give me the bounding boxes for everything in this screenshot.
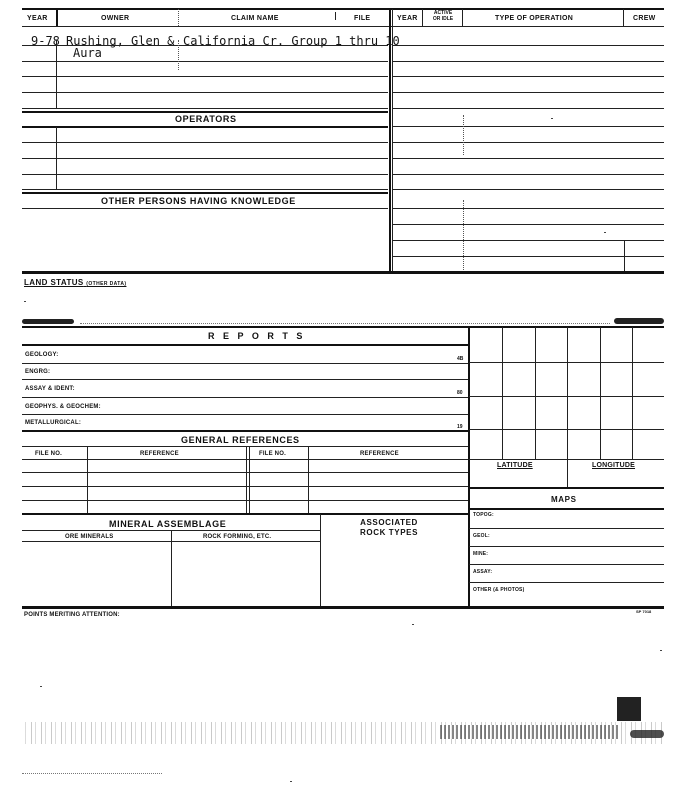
- center-divider: [389, 9, 391, 272]
- grid-col: [632, 327, 633, 459]
- grid-col: [567, 327, 568, 487]
- points-meriting-attention: POINTS MERITING ATTENTION:: [24, 612, 120, 618]
- right-col-divider: [463, 115, 464, 155]
- right-row-rule: [393, 174, 664, 175]
- mineral-assemblage-heading: MINERAL ASSEMBLAGE: [109, 519, 227, 529]
- right-col-divider: [624, 240, 625, 272]
- maps-heading-rule: [469, 508, 664, 510]
- report-row-rule: [22, 363, 468, 364]
- scan-speck: [40, 686, 42, 687]
- header-file: FILE: [354, 15, 371, 22]
- right-panel-divider: [468, 327, 470, 607]
- general-ref-col: [249, 447, 250, 513]
- right-col-divider: [463, 200, 464, 270]
- grid-row: [469, 362, 664, 363]
- report-geophys: GEOPHYS. & GEOCHEM:: [25, 404, 101, 410]
- general-ref-reference-1: REFERENCE: [140, 451, 179, 457]
- coords-bottom-rule: [469, 487, 664, 489]
- right-row-rule: [393, 45, 664, 46]
- general-ref-rule: [22, 459, 468, 460]
- scan-smudge: [22, 319, 74, 324]
- report-row-rule: [22, 414, 468, 415]
- header-divider: [623, 9, 624, 26]
- entry-claim-name: California Cr. Group 1 thru 10: [183, 34, 400, 48]
- scan-noise-dark: [440, 725, 620, 739]
- general-ref-rule: [22, 446, 468, 447]
- header-crew: CREW: [633, 15, 656, 22]
- general-ref-rule: [22, 486, 468, 487]
- row-rule: [22, 45, 388, 46]
- other-persons-top-rule: [22, 192, 388, 194]
- header-divider: [462, 9, 463, 26]
- maps-assay: ASSAY:: [473, 569, 493, 575]
- header-active-idle: ACTIVE OR IDLE: [432, 10, 454, 22]
- grid-row: [469, 429, 664, 430]
- entry-owner-line2: Aura: [73, 46, 102, 60]
- maps-geol: GEOL:: [473, 533, 490, 539]
- report-engrg: ENGRG:: [25, 369, 51, 375]
- report-num-assay: 80: [457, 390, 463, 396]
- reports-bottom-rule: [22, 430, 468, 432]
- header-bottom-rule: [22, 26, 664, 27]
- reports-top-dotted: [80, 323, 610, 324]
- reports-heading: R E P O R T S: [208, 331, 306, 341]
- operators-bottom-rule: [22, 126, 388, 128]
- scan-speck: [604, 232, 606, 233]
- operators-col-divider: [56, 127, 57, 189]
- top-border: [22, 8, 664, 10]
- upper-section-bottom-rule: [22, 271, 664, 274]
- lower-section-bottom-rule: [22, 606, 664, 609]
- land-status-heading: LAND STATUS (OTHER DATA): [24, 278, 127, 287]
- latitude-label: LATITUDE: [497, 462, 533, 469]
- header-divider: [422, 9, 423, 26]
- right-row-rule: [393, 189, 664, 190]
- other-persons-heading: OTHER PERSONS HAVING KNOWLEDGE: [101, 196, 296, 206]
- mineral-col: [320, 514, 321, 607]
- right-row-rule: [393, 126, 664, 127]
- grid-col: [502, 327, 503, 459]
- scan-artifact-block: [617, 697, 641, 721]
- rock-forming-label: ROCK FORMING, ETC.: [203, 534, 272, 540]
- header-year-right: YEAR: [397, 15, 418, 22]
- report-num-geology: 4B: [457, 356, 464, 362]
- maps-topog: TOPOG:: [473, 512, 494, 518]
- maps-row-rule: [469, 528, 664, 529]
- maps-row-rule: [469, 582, 664, 583]
- maps-row-rule: [469, 546, 664, 547]
- general-references-heading: GENERAL REFERENCES: [181, 435, 300, 445]
- report-row-rule: [22, 397, 468, 398]
- row-rule: [22, 76, 388, 77]
- mineral-col: [171, 530, 172, 607]
- right-row-rule: [393, 76, 664, 77]
- general-ref-rule: [22, 472, 468, 473]
- right-row-rule: [393, 108, 664, 109]
- general-ref-col: [246, 447, 247, 513]
- general-ref-col: [87, 447, 88, 513]
- grid-col: [535, 327, 536, 459]
- row-rule: [22, 92, 388, 93]
- grid-row: [469, 396, 664, 397]
- scan-smudge: [630, 730, 664, 738]
- longitude-label: LONGITUDE: [592, 462, 636, 469]
- form-code: SP 7018: [636, 609, 652, 614]
- right-row-rule: [393, 92, 664, 93]
- report-metallurgical: METALLURGICAL:: [25, 420, 82, 426]
- general-ref-bottom-rule: [22, 513, 468, 515]
- report-num-metallurgical: 19: [457, 424, 463, 430]
- maps-other: OTHER (& PHOTOS): [473, 587, 525, 593]
- right-row-rule: [393, 208, 664, 209]
- row-rule: [22, 189, 388, 190]
- header-divider: [335, 12, 336, 20]
- associated-rock-types-heading: ASSOCIATED ROCK TYPES: [360, 518, 419, 537]
- ore-minerals-label: ORE MINERALS: [65, 534, 114, 540]
- header-divider: [56, 9, 58, 26]
- general-ref-reference-2: REFERENCE: [360, 451, 399, 457]
- scan-speck: [290, 781, 292, 782]
- row-rule: [22, 142, 388, 143]
- right-row-rule: [393, 61, 664, 62]
- general-ref-col: [308, 447, 309, 513]
- header-year: YEAR: [27, 15, 48, 22]
- right-row-rule: [393, 142, 664, 143]
- header-owner: OWNER: [101, 15, 130, 22]
- operators-heading: OPERATORS: [175, 114, 237, 124]
- maps-row-rule: [469, 564, 664, 565]
- scan-speck: [660, 650, 662, 651]
- row-rule: [22, 174, 388, 175]
- report-assay: ASSAY & IDENT:: [25, 386, 75, 392]
- general-ref-rule: [22, 500, 468, 501]
- row-rule: [22, 61, 388, 62]
- owner-col-divider: [178, 40, 179, 70]
- scan-speck: [412, 624, 414, 625]
- maps-heading: MAPS: [551, 495, 577, 504]
- general-ref-file-no-2: FILE NO.: [259, 451, 286, 457]
- header-claim-name: CLAIM NAME: [231, 15, 279, 22]
- row-rule: [22, 158, 388, 159]
- grid-col: [600, 327, 601, 459]
- general-ref-file-no-1: FILE NO.: [35, 451, 62, 457]
- right-row-rule: [393, 158, 664, 159]
- entry-year: 9-78: [31, 34, 60, 48]
- report-row-rule: [22, 379, 468, 380]
- center-divider-inner: [392, 9, 393, 272]
- operators-top-rule: [22, 111, 388, 113]
- other-persons-bottom-rule: [22, 208, 388, 209]
- entry-owner-line1: Rushing, Glen &: [66, 34, 175, 48]
- report-geology: GEOLOGY:: [25, 352, 59, 358]
- scan-speck: [551, 118, 553, 119]
- header-type-of-operation: TYPE OF OPERATION: [495, 15, 574, 22]
- header-divider: [178, 9, 179, 26]
- row-rule: [22, 108, 388, 109]
- maps-mine: MINE:: [473, 551, 489, 557]
- grid-row: [469, 459, 664, 460]
- scan-smudge: [614, 318, 664, 324]
- right-row-rule: [393, 224, 664, 225]
- scan-speck: [24, 301, 26, 302]
- scan-dotted-line: [22, 773, 162, 774]
- reports-heading-rule: [22, 344, 468, 346]
- owner-col-divider: [56, 40, 57, 108]
